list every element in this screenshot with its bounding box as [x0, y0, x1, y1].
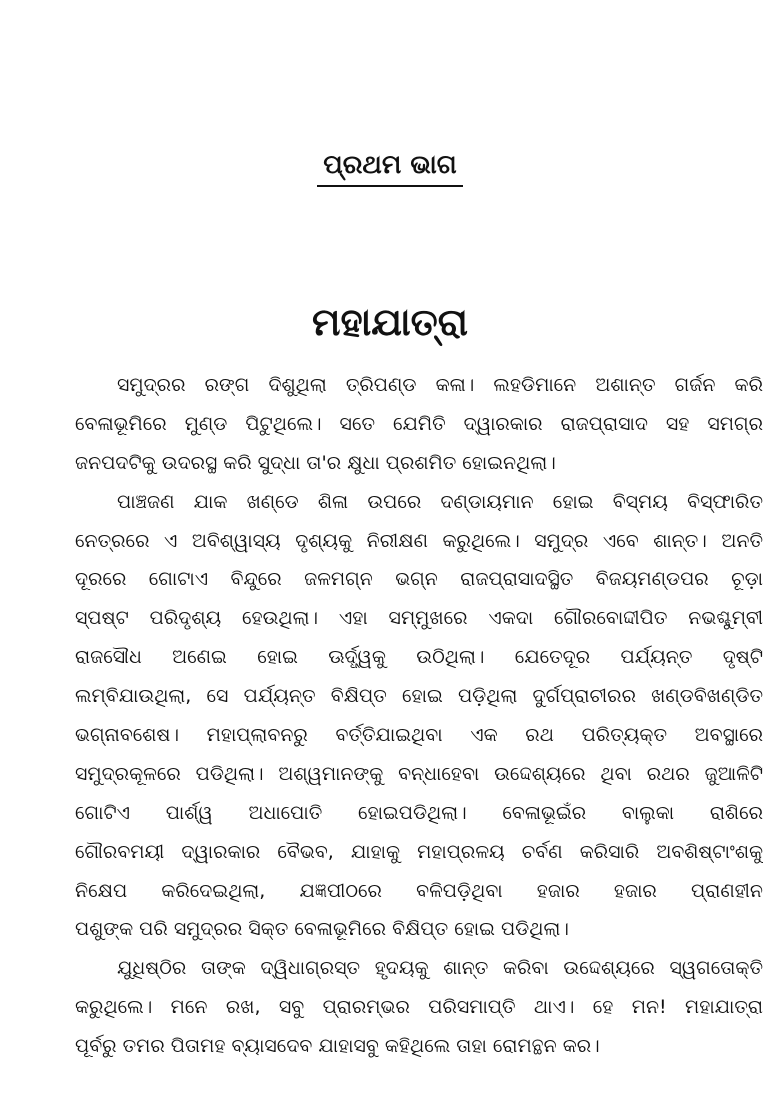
chapter-title: ମହାଯାତ୍ରା: [312, 300, 468, 344]
text-line: ନିକ୍ଷେପ କରିଦେଇଥିଲା, ଯଜ୍ଞପୀଠରେ ବଳିପଡ଼ିଥିବା ହଜାର ହଜାର ପ୍ରାଣହୀନ: [75, 879, 763, 902]
text-line: ପୂର୍ବରୁ ତମର ପିତାମହ ବ୍ୟାସଦେବ ଯାହାସବୁ କହିଥିଲେ ତାହା ରୋମନ୍ଥନ କର।: [75, 1035, 600, 1058]
paragraph: [75, 366, 763, 483]
paragraph: [75, 483, 763, 950]
text-line: ଦୂରରେ ଗୋଟାଏ ବିନ୍ଦୁରେ ଜଳମଗ୍ନ ଭଗ୍ନ ରାଜପ୍ରାସାଦସ୍ଥିତ ବିଜୟମଣ୍ଡପର ଚୂଡ଼ା: [75, 568, 763, 591]
text-line: ସମୁଦ୍ରର ରଙ୍ଗ ଦିଶୁଥିଲା ତ୍ରିପଣ୍ଡ କଳା। ଲହଡିମାନେ ଅଶାନ୍ତ ଗର୍ଜନ କରି: [117, 374, 763, 396]
text-line: ସ୍ପଷ୍ଟ ପରିଦୃଶ୍ୟ ହେଉଥିଲା। ଏହା ସମ୍ମୁଖରେ ଏକଦା ଗୌରବୋଦ୍ଦୀପିତ ନଭଶ୍ଚୁମ୍ବୀ: [75, 607, 763, 630]
chapter-body: [75, 366, 763, 1066]
text-line: ବେଳାଭୂମିରେ ମୁଣ୍ଡ ପିଟୁଥିଲେ। ସତେ ଯେମିତି ଦ୍ୱାରକାର ରାଜପ୍ରାସାଦ ସହ ସମଗ୍ର: [75, 412, 763, 435]
text-line: କରୁଥିଲେ। ମନେ ରଖ, ସବୁ ପ୍ରାରମ୍ଭର ପରିସମାପ୍ତି ଥାଏ। ହେ ମନ! ମହାଯାତ୍ରା: [75, 996, 763, 1019]
text-line: ଲମ୍ବିଯାଉଥିଲା, ସେ ପର୍ଯ୍ୟନ୍ତ ବିକ୍ଷିପ୍ତ ହୋଇ ପଡ଼ିଥିଲା ଦୁର୍ଗପ୍ରାଚୀରର ଖଣ୍ଡବିଖଣ୍ଡିତ: [75, 685, 763, 708]
text-line: ଗୌରବମୟୀ ଦ୍ୱାରକାର ବୈଭବ, ଯାହାକୁ ମହାପ୍ରଳୟ ଚର୍ବଣ କରିସାରି ଅବଶିଷ୍ଟାଂଶକୁ: [75, 840, 763, 863]
text-line: ଜନପଦଟିକୁ ଉଦରସ୍ଥ କରି ସୁଦ୍ଧା ତା'ର କ୍ଷୁଧା ପ୍ରଶମିତ ହୋଇନଥିଲା।: [75, 451, 556, 474]
paragraph: [75, 949, 763, 1066]
text-line: ପାଞ୍ଚଜଣ ଯାକ ଖଣ୍ଡେ ଶିଳା ଉପରେ ଦଣ୍ଡାୟମାନ ହୋଇ ବିସ୍ମୟ ବିସ୍ଫାରିତ: [117, 490, 763, 513]
part-title-text: ପ୍ରଥମ ଭାଗ: [317, 150, 462, 187]
text-line: ଗୋଟିଏ ପାର୍ଶ୍ୱ ଅଧାପୋତି ହୋଇପଡିଥିଲା। ବେଳାଭୂଇଁର ବାଲୁକା ରାଶିରେ: [75, 801, 763, 824]
part-title: [0, 150, 780, 187]
text-line: ପଶୁଙ୍କ ପରି ସମୁଦ୍ରର ସିକ୍ତ ବେଳାଭୂମିରେ ବିକ୍ଷିପ୍ତ ହୋଇ ପଡିଥିଲା।: [75, 918, 569, 941]
text-line: ନେତ୍ରରେ ଏ ଅବିଶ୍ୱାସ୍ୟ ଦୃଶ୍ୟକୁ ନିରୀକ୍ଷଣ କରୁଥିଲେ। ସମୁଦ୍ର ଏବେ ଶାନ୍ତ। ଅନତି: [75, 529, 763, 552]
text-line: ରାଜସୌଧ ଅଣେଇ ହୋଇ ଊର୍ଦ୍ଧ୍ୱକୁ ଉଠିଥିଲା। ଯେତେଦୂର ପର୍ଯ୍ୟନ୍ତ ଦୃଷ୍ଟି: [75, 646, 763, 669]
text-line: ଯୁଧିଷ୍ଠିର ତାଙ୍କ ଦ୍ୱିଧାଗ୍ରସ୍ତ ହୃଦୟକୁ ଶାନ୍ତ କରିବା ଉଦ୍ଦେଶ୍ୟରେ ସ୍ୱଗତୋକ୍ତି: [117, 957, 763, 980]
text-line: ସମୁଦ୍ରକୂଳରେ ପଡିଥିଲା। ଅଶ୍ୱମାନଙ୍କୁ ବନ୍ଧାହେବା ଉଦ୍ଦେଶ୍ୟରେ ଥିବା ରଥର ଜୁଆଳିଟି: [75, 762, 763, 785]
text-line: ଭଗ୍ନାବଶେଷ। ମହାପ୍ଲାବନରୁ ବର୍ତ୍ତିଯାଇଥିବା ଏକ ରଥ ପରିତ୍ୟକ୍ତ ଅବସ୍ଥାରେ: [75, 724, 763, 747]
